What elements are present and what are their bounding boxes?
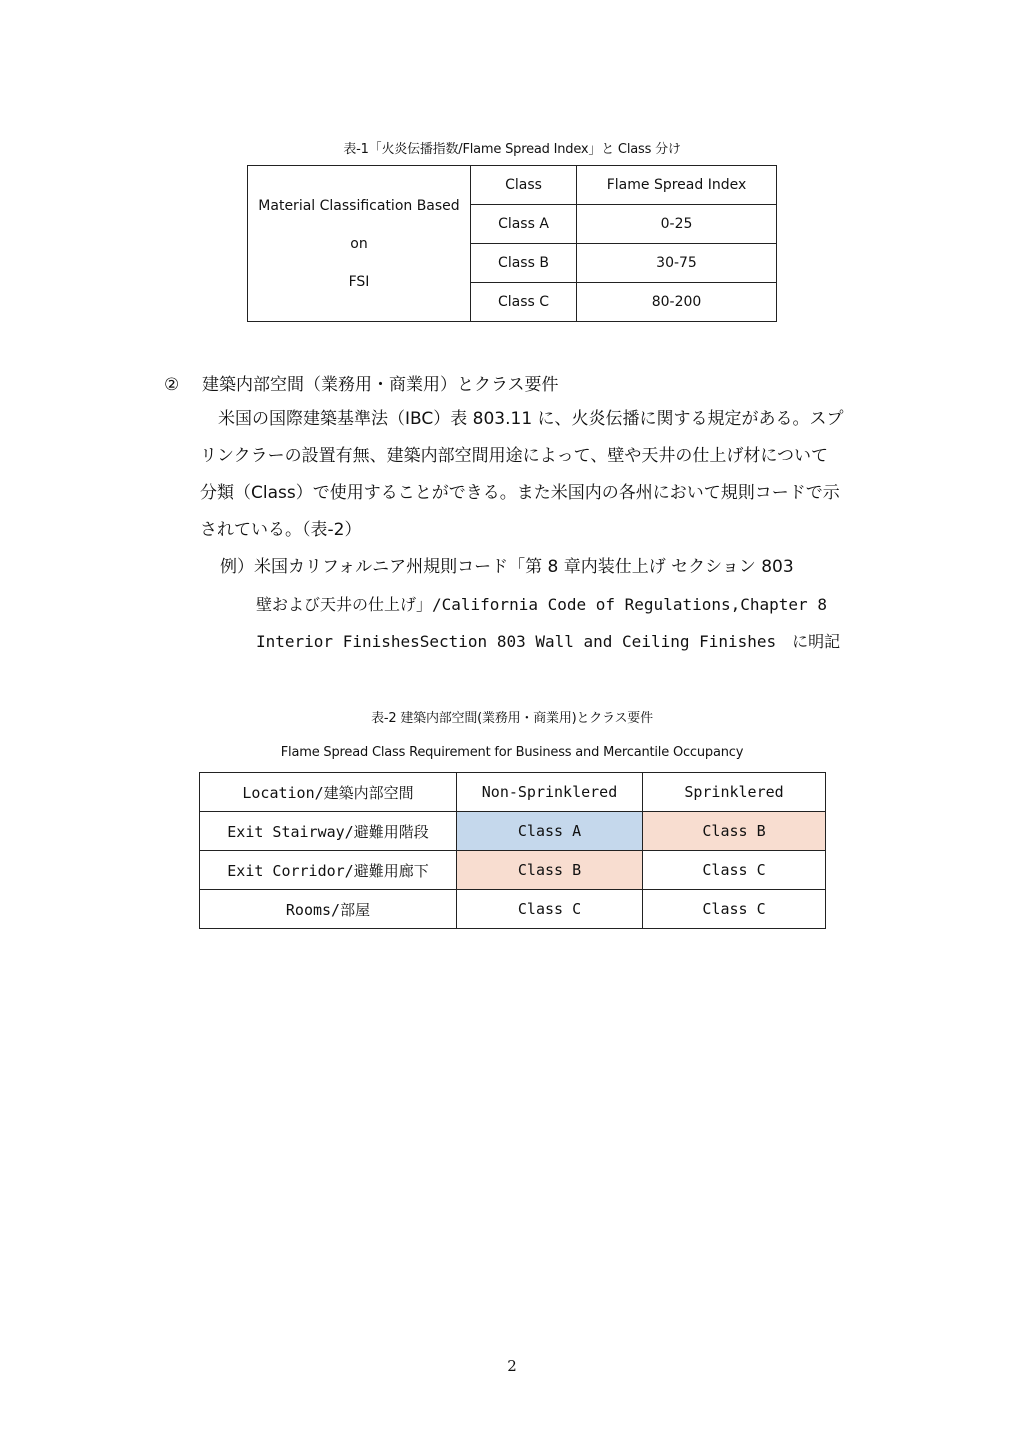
table2-caption: 表-2 建築内部空間(業務用・商業用)とクラス要件 xyxy=(371,711,653,726)
fsi-cell: 30-75 xyxy=(577,244,777,283)
flame-spread-class-requirement-table xyxy=(199,772,826,929)
header-sprinklered: Sprinklered xyxy=(643,773,826,812)
table2-subcaption: Flame Spread Class Requirement for Business and Mercantile Occupancy xyxy=(280,745,744,760)
table-row xyxy=(200,812,826,851)
header-non-sprinklered: Non-Sprinklered xyxy=(457,773,643,812)
paragraph-line: リンクラーの設置有無、建築内部空間用途によって、壁や天井の仕上げ材について xyxy=(200,446,828,466)
fsi-cell: 0-25 xyxy=(577,205,777,244)
location-cell: Rooms/部屋 xyxy=(200,890,457,929)
row-label-line2: FSI xyxy=(348,273,370,290)
material-classification-cell xyxy=(248,166,471,322)
section-number: ② xyxy=(164,375,180,395)
header-location: Location/建築内部空間 xyxy=(200,773,457,812)
paragraph-line: 米国の国際建築基準法（IBC）表 803.11 に、火炎伝播に関する規定がある。スプ xyxy=(218,409,844,429)
example-block xyxy=(220,549,840,660)
section-title: 建築内部空間（業務用・商業用）とクラス要件 xyxy=(202,375,559,395)
table-row xyxy=(200,851,826,890)
header-class: Class xyxy=(471,166,577,205)
row-label-line1: Material Classification Based on xyxy=(258,197,460,252)
class-cell: Class A xyxy=(471,205,577,244)
section-heading xyxy=(164,370,559,395)
table1-caption: 表-1「火炎伝播指数/Flame Spread Index」と Class 分け xyxy=(343,142,681,157)
location-cell: Exit Stairway/避難用階段 xyxy=(200,812,457,851)
paragraph-line: されている。（表-2） xyxy=(200,520,362,540)
class-cell: Class C xyxy=(471,283,577,322)
fsi-cell: 80-200 xyxy=(577,283,777,322)
non-sprinklered-cell: Class C xyxy=(457,890,643,929)
flame-spread-index-table xyxy=(247,165,777,322)
table-row xyxy=(200,890,826,929)
table-header-row xyxy=(200,773,826,812)
paragraph-line: 分類（Class）で使用することができる。また米国内の各州において規則コードで示 xyxy=(200,483,840,503)
example-line: 壁および天井の仕上げ」/California Code of Regulations,Chapter 8 xyxy=(256,595,827,614)
header-fsi: Flame Spread Index xyxy=(577,166,777,205)
example-line: 例）米国カリフォルニア州規則コード「第 8 章内装仕上げ セクション 803 xyxy=(220,557,794,577)
sprinklered-cell: Class C xyxy=(643,851,826,890)
location-cell: Exit Corridor/避難用廊下 xyxy=(200,851,457,890)
sprinklered-cell: Class C xyxy=(643,890,826,929)
non-sprinklered-cell: Class B xyxy=(457,851,643,890)
non-sprinklered-cell: Class A xyxy=(457,812,643,851)
class-cell: Class B xyxy=(471,244,577,283)
example-line: Interior FinishesSection 803 Wall and Ceiling Finishes に明記 xyxy=(256,632,841,651)
section-paragraph xyxy=(200,401,890,549)
page-number: 2 xyxy=(507,1357,517,1375)
sprinklered-cell: Class B xyxy=(643,812,826,851)
